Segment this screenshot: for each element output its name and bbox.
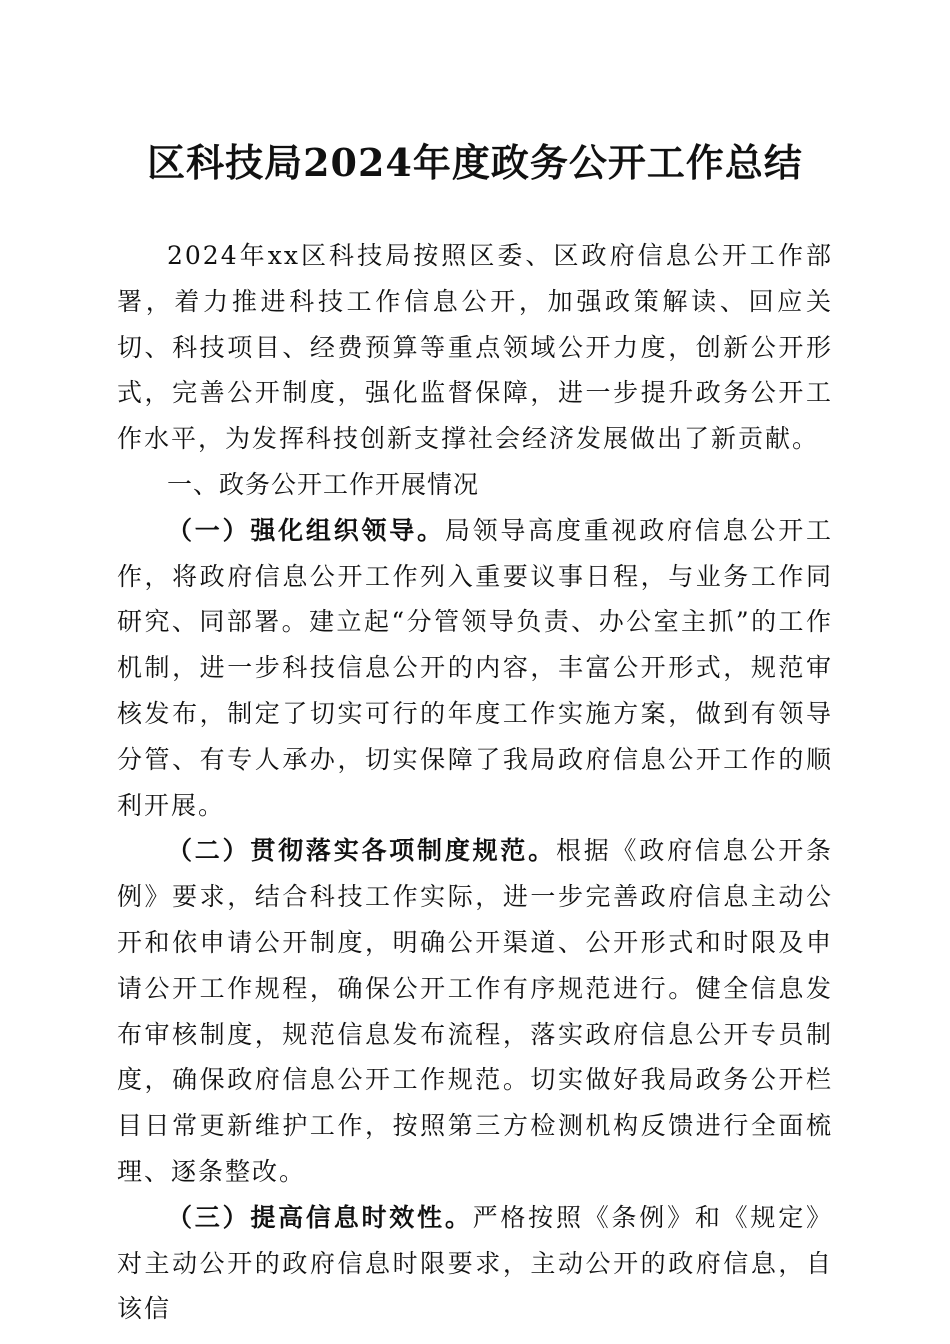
item-lead-1: （一）强化组织领导。: [167, 515, 445, 545]
document-body: [117, 233, 833, 1332]
item-lead-2: （二）贯彻落实各项制度规范。: [167, 836, 556, 866]
item-text-2: 根据《政府信息公开条例》要求，结合科技工作实际，进一步完善政府信息主动公开和依申请公开制度，明确公开渠道、公开形式和时限及申请公开工作规程，确保公开工作有序规范进行。健全信息发布审核制度，规范信息发布流程，落实政府信息公开专员制度，确保政府信息公开工作规范。切实做好我局政务公开栏目日常更新维护工作，按照第三方检测机构反馈进行全面梳理、逐条整改。: [117, 836, 833, 1186]
item-paragraph-2: [117, 828, 833, 1194]
document-title: 区科技局2024年度政务公开工作总结: [147, 140, 803, 185]
item-paragraph-1: [117, 508, 833, 829]
item-lead-3: （三）提高信息时效性。: [167, 1202, 473, 1232]
item-paragraph-3: [117, 1195, 833, 1332]
intro-paragraph: 2024年xx区科技局按照区委、区政府信息公开工作部署，着力推进科技工作信息公开，加强政策解读、回应关切、科技项目、经费预算等重点领域公开力度，创新公开形式，完善公开制度，强化监督保障，进一步提升政务公开工作水平，为发挥科技创新支撑社会经济发展做出了新贡献。: [117, 241, 833, 454]
item-text-1: 局领导高度重视政府信息公开工作，将政府信息公开工作列入重要议事日程，与业务工作同研究、同部署。建立起“分管领导负责、办公室主抓”的工作机制，进一步科技信息公开的内容，丰富公开形式，规范审核发布，制定了切实可行的年度工作实施方案，做到有领导分管、有专人承办，切实保障了我局政府信息公开工作的顺利开展。: [117, 515, 833, 820]
section-heading: 一、政务公开工作开展情况: [167, 469, 480, 499]
item-text-3: 严格按照《条例》和《规定》对主动公开的政府信息时限要求，主动公开的政府信息，自该信: [117, 1202, 833, 1324]
